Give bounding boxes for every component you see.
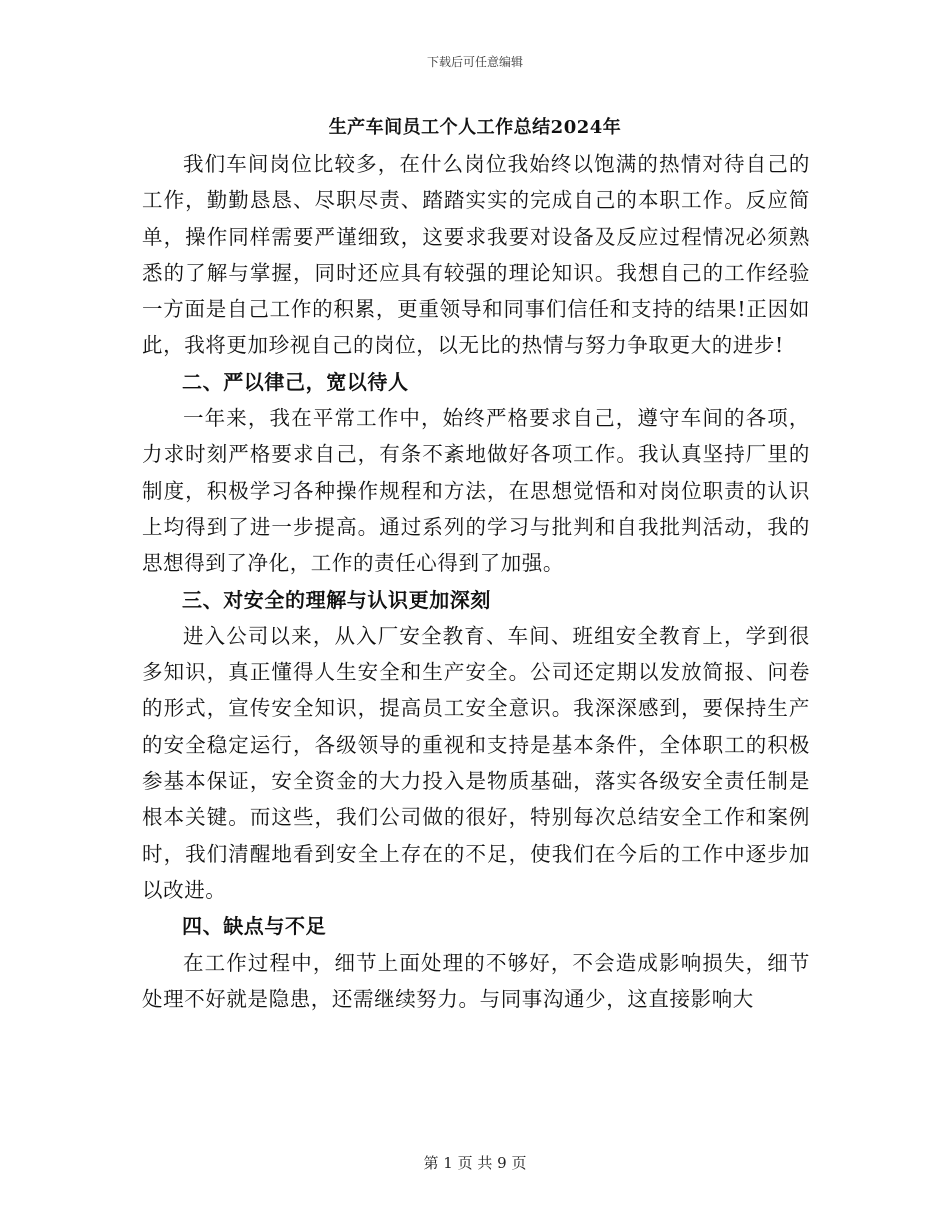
document-body (142, 146, 810, 1017)
paragraph-discipline: 一年来，我在平常工作中，始终严格要求自己，遵守车间的各项，力求时刻严格要求自己，有条不紊地做好各项工作。我认真坚持厂里的制度，积极学习各种操作规程和方法，在思想觉悟和对岗位职责的认识上均得到了进一步提高。通过系列的学习与批判和自我批判活动，我的思想得到了净化，工作的责任心得到了加强。 (142, 406, 810, 576)
section-heading-safety: 三、对安全的理解与认识更加深刻 (182, 587, 491, 612)
paragraph-shortcomings: 在工作过程中，细节上面处理的不够好，不会造成影响损失，细节处理不好就是隐患，还需继续努力。与同事沟通少，这直接影响大 (142, 950, 810, 1011)
section-heading-discipline: 二、严以律己，宽以待人 (182, 369, 409, 394)
document-title: 生产车间员工个人工作总结2024年 (328, 117, 622, 138)
page-number-footer: 第 1 页 共 9 页 (423, 1154, 527, 1172)
paragraph-intro: 我们车间岗位比较多，在什么岗位我始终以饱满的热情对待自己的工作，勤勤恳恳、尽职尽责、踏踏实实的完成自己的本职工作。反应简单，操作同样需要严谨细致，这要求我要对设备及反应过程情况必须熟悉的了解与掌握，同时还应具有较强的理论知识。我想自己的工作经验一方面是自己工作的积累，更重领导和同事们信任和支持的结果!正因如此，我将更加珍视自己的岗位，以无比的热情与努力争取更大的进步! (142, 152, 810, 358)
section-heading-shortcomings: 四、缺点与不足 (182, 914, 327, 939)
page-header-note: 下载后可任意编辑 (426, 55, 523, 69)
paragraph-safety: 进入公司以来，从入厂安全教育、车间、班组安全教育上，学到很多知识，真正懂得人生安全和生产安全。公司还定期以发放简报、问卷的形式，宣传安全知识，提高员工安全意识。我深深感到，要保持生产的安全稳定运行，各级领导的重视和支持是基本条件，全体职工的积极参基本保证，安全资金的大力投入是物质基础，落实各级安全责任制是根本关键。而这些，我们公司做的很好，特别每次总结安全工作和案例时，我们清醒地看到安全上存在的不足，使我们在今后的工作中逐步加以改进。 (142, 623, 810, 902)
